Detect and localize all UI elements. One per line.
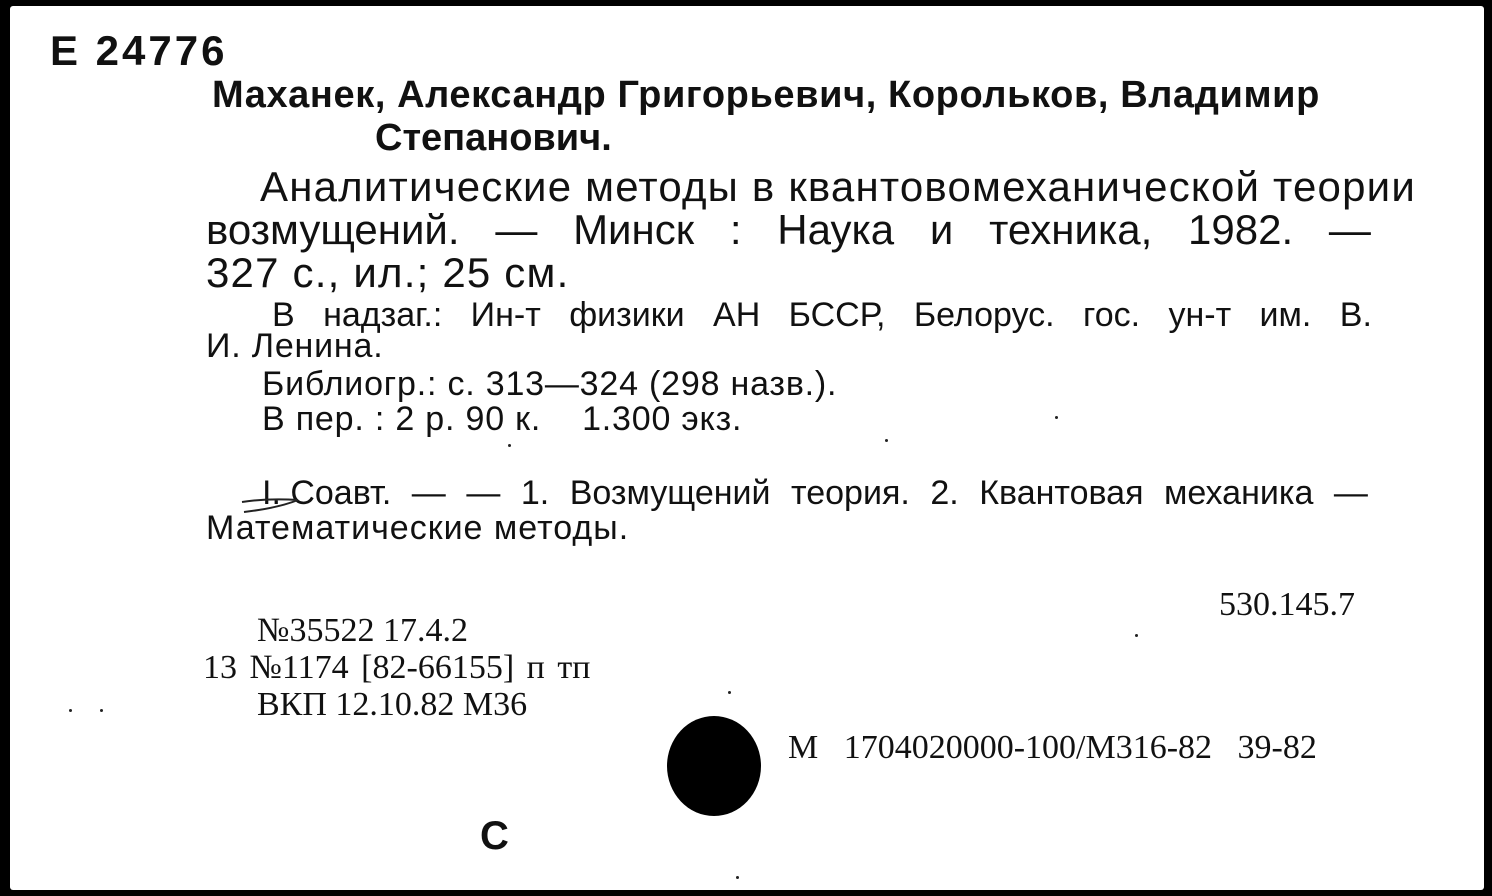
tracing-word: механика (1164, 474, 1314, 512)
title-word: 1982. (1188, 206, 1294, 253)
letter-c: С (480, 814, 509, 858)
title-word: техника, (989, 206, 1153, 253)
note-line-1 (272, 298, 1372, 332)
tracing-word: — (1333, 474, 1368, 512)
note-word: им. (1259, 296, 1312, 334)
bibliography-note: Библиогр.: с. 313—324 (298 назв.). (262, 365, 838, 403)
speck (728, 691, 731, 694)
tracing-word: Возмущений (569, 474, 771, 512)
catalog-index-code: М 1704020000-100/М316-82 39-82 (788, 729, 1317, 766)
title-word: возмущений. (206, 206, 460, 253)
udc-number: 530.145.7 (1219, 586, 1355, 623)
tracing-word: 1. (520, 474, 550, 512)
note-word: АН (713, 296, 761, 334)
note-word: В (272, 296, 295, 334)
note-word: Ин-т (470, 296, 541, 334)
title-word: : (729, 206, 742, 253)
price-and-run: В пер. : 2 р. 90 к. 1.300 экз. (262, 400, 743, 438)
physical-description: 327 с., ил.; 25 см. (206, 249, 570, 296)
order-line-3: ВКП 12.10.82 М36 (257, 686, 528, 723)
title-line-1: Аналитические методы в квантовомеханической теории (260, 163, 1416, 210)
speck (885, 439, 888, 442)
tracing-word: 2. (930, 474, 959, 512)
tracing-line-2: Математические методы. (206, 509, 630, 547)
note-word: надзаг.: (323, 296, 443, 334)
tracing-word: I. Соавт. (262, 474, 392, 512)
note-word: В. (1339, 296, 1372, 334)
author-heading-continued: Степанович. (375, 117, 612, 159)
title-word: и (929, 206, 954, 253)
tracing-word: — (466, 474, 501, 512)
catalog-card (10, 6, 1484, 890)
title-word: — (495, 206, 538, 253)
punch-hole (667, 716, 761, 816)
author-heading: Маханек, Александр Григорьевич, Корольков, Владимир (212, 74, 1320, 116)
note-word: физики (569, 296, 685, 334)
speck (508, 444, 511, 447)
tracing-word: — (411, 474, 446, 512)
title-word: — (1328, 206, 1371, 253)
title-word: Наука (777, 206, 895, 253)
note-word: гос. (1083, 296, 1141, 334)
note-word: Белорус. (913, 296, 1055, 334)
title-line-2 (206, 206, 1371, 253)
call-number: Е 24776 (50, 27, 228, 74)
speck (736, 876, 739, 879)
tracing-line-1 (262, 476, 1368, 510)
tracing-word: Квантовая (979, 474, 1144, 512)
title-word: Минск (573, 206, 695, 253)
note-line-2: И. Ленина. (206, 327, 384, 365)
order-line-1: №35522 17.4.2 (257, 612, 468, 649)
note-word: ун-т (1168, 296, 1232, 334)
speck (100, 709, 103, 712)
speck (1135, 634, 1138, 637)
tracing-word: теория. (791, 474, 910, 512)
note-word: БССР, (788, 296, 886, 334)
order-line-2: 13 №1174 [82-66155] п тп (203, 649, 591, 686)
speck (69, 709, 72, 712)
speck (1055, 416, 1058, 419)
handwritten-mark (238, 496, 328, 516)
